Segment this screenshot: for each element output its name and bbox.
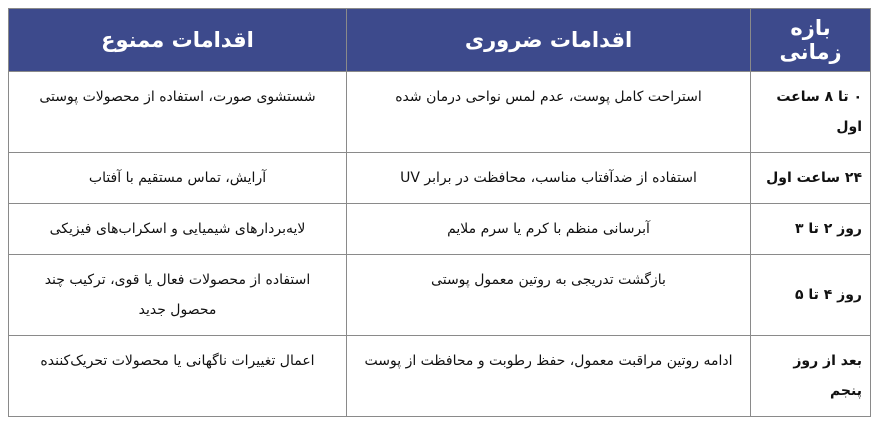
table-row — [9, 153, 871, 204]
required-cell: استراحت کامل پوست، عدم لمس نواحی درمان شده — [347, 72, 751, 153]
forbidden-cell: لایه‌بردارهای شیمیایی و اسکراب‌های فیزیکی — [9, 204, 347, 255]
forbidden-cell: استفاده از محصولات فعال یا قوی، ترکیب چند محصول جدید — [9, 255, 347, 336]
forbidden-cell: آرایش، تماس مستقیم با آفتاب — [9, 153, 347, 204]
required-cell: استفاده از ضدآفتاب مناسب، محافظت در برابر UV — [347, 153, 751, 204]
header-period: بازه زمانی — [751, 9, 871, 72]
period-cell: ۰ تا ۸ ساعت اول — [751, 72, 871, 153]
table-row — [9, 336, 871, 417]
period-cell: ۲۴ ساعت اول — [751, 153, 871, 204]
forbidden-cell: شستشوی صورت، استفاده از محصولات پوستی — [9, 72, 347, 153]
table-row — [9, 255, 871, 336]
table-header-row — [9, 9, 871, 72]
forbidden-cell: اعمال تغییرات ناگهانی یا محصولات تحریک‌کننده — [9, 336, 347, 417]
required-cell: بازگشت تدریجی به روتین معمول پوستی — [347, 255, 751, 336]
header-required-actions: اقدامات ضروری — [347, 9, 751, 72]
required-cell: آبرسانی منظم با کرم یا سرم ملایم — [347, 204, 751, 255]
header-forbidden-actions: اقدامات ممنوع — [9, 9, 347, 72]
post-treatment-care-table — [8, 8, 871, 417]
period-cell: روز ۲ تا ۳ — [751, 204, 871, 255]
period-cell: روز ۴ تا ۵ — [751, 255, 871, 336]
care-table-container — [8, 8, 870, 417]
table-row — [9, 72, 871, 153]
period-cell: بعد از روز پنجم — [751, 336, 871, 417]
table-row — [9, 204, 871, 255]
required-cell: ادامه روتین مراقبت معمول، حفظ رطوبت و محافظت از پوست — [347, 336, 751, 417]
